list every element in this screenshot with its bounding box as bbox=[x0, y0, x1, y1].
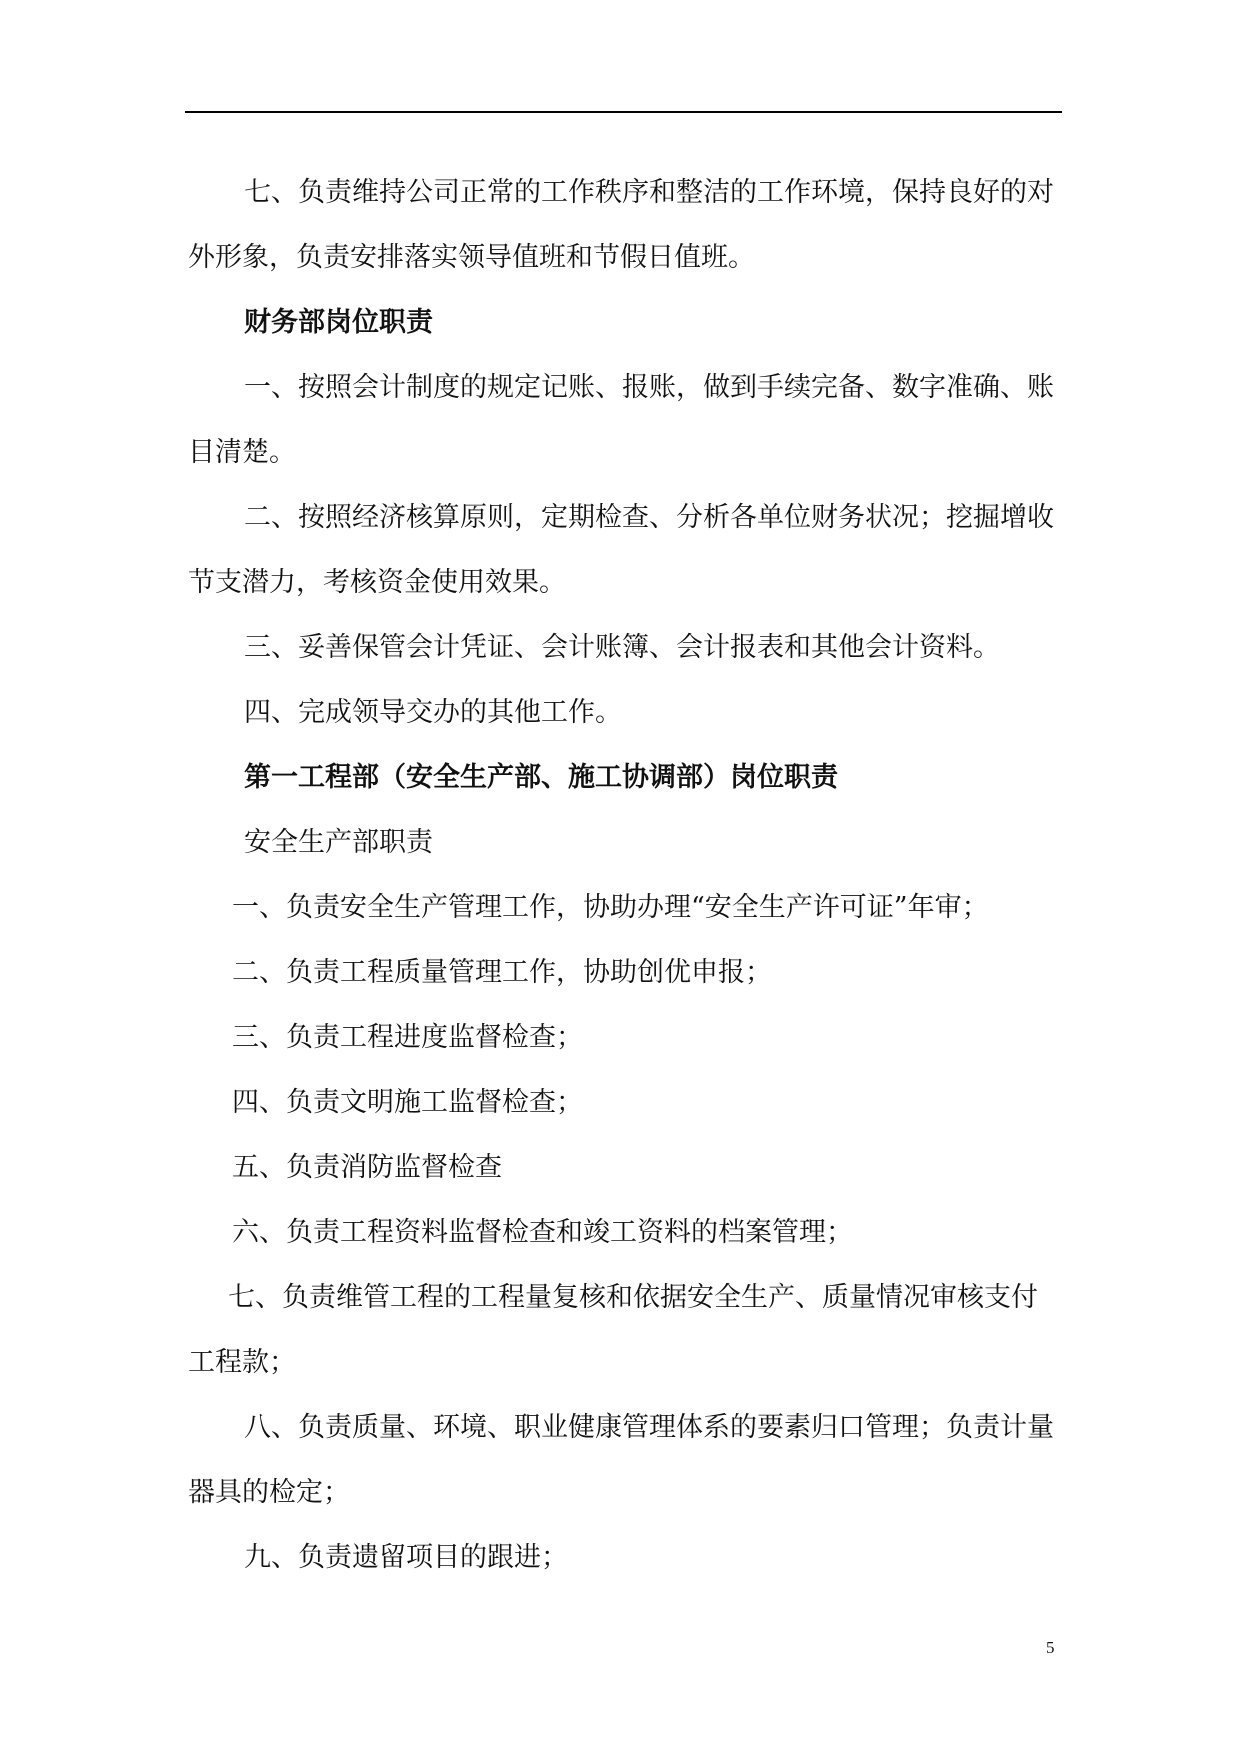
page-number: 5 bbox=[1046, 1638, 1055, 1657]
heading-first-engineering-department: 第一工程部（安全生产部、施工协调部）岗位职责 bbox=[244, 762, 838, 793]
paragraph-finance-duty-1: 一、按照会计制度的规定记账、报账，做到手续完备、数字准确、账目清楚。 bbox=[188, 372, 1054, 468]
list-item-safety-1: 一、负责安全生产管理工作，协助办理“安全生产许可证”年审； bbox=[232, 892, 989, 923]
list-item-safety-3: 三、负责工程进度监督检查； bbox=[232, 1022, 583, 1053]
paragraph-finance-duty-3: 三、妥善保管会计凭证、会计账簿、会计报表和其他会计资料。 bbox=[244, 632, 1000, 663]
document-body bbox=[188, 160, 1063, 1590]
header-rule bbox=[185, 111, 1062, 113]
list-item-safety-5: 五、负责消防监督检查 bbox=[232, 1152, 502, 1183]
list-item-safety-4: 四、负责文明施工监督检查； bbox=[232, 1087, 583, 1118]
list-item-safety-6: 六、负责工程资料监督检查和竣工资料的档案管理； bbox=[232, 1217, 853, 1248]
list-item-safety-7: 七、负责维管工程的工程量复核和依据安全生产、质量情况审核支付工程款； bbox=[188, 1282, 1038, 1378]
list-item-safety-9: 九、负责遗留项目的跟进； bbox=[244, 1542, 568, 1573]
heading-finance-department: 财务部岗位职责 bbox=[244, 307, 433, 338]
paragraph-finance-duty-2: 二、按照经济核算原则，定期检查、分析各单位财务状况；挖掘增收节支潜力，考核资金使用效果。 bbox=[188, 502, 1054, 598]
list-item-safety-8: 八、负责质量、环境、职业健康管理体系的要素归口管理；负责计量器具的检定； bbox=[188, 1412, 1054, 1508]
paragraph-office-duty-7: 七、负责维持公司正常的工作秩序和整洁的工作环境，保持良好的对外形象，负责安排落实领导值班和节假日值班。 bbox=[188, 177, 1054, 273]
subheading-safety-production: 安全生产部职责 bbox=[244, 827, 433, 858]
paragraph-finance-duty-4: 四、完成领导交办的其他工作。 bbox=[244, 697, 622, 728]
list-item-safety-2: 二、负责工程质量管理工作，协助创优申报； bbox=[232, 957, 772, 988]
